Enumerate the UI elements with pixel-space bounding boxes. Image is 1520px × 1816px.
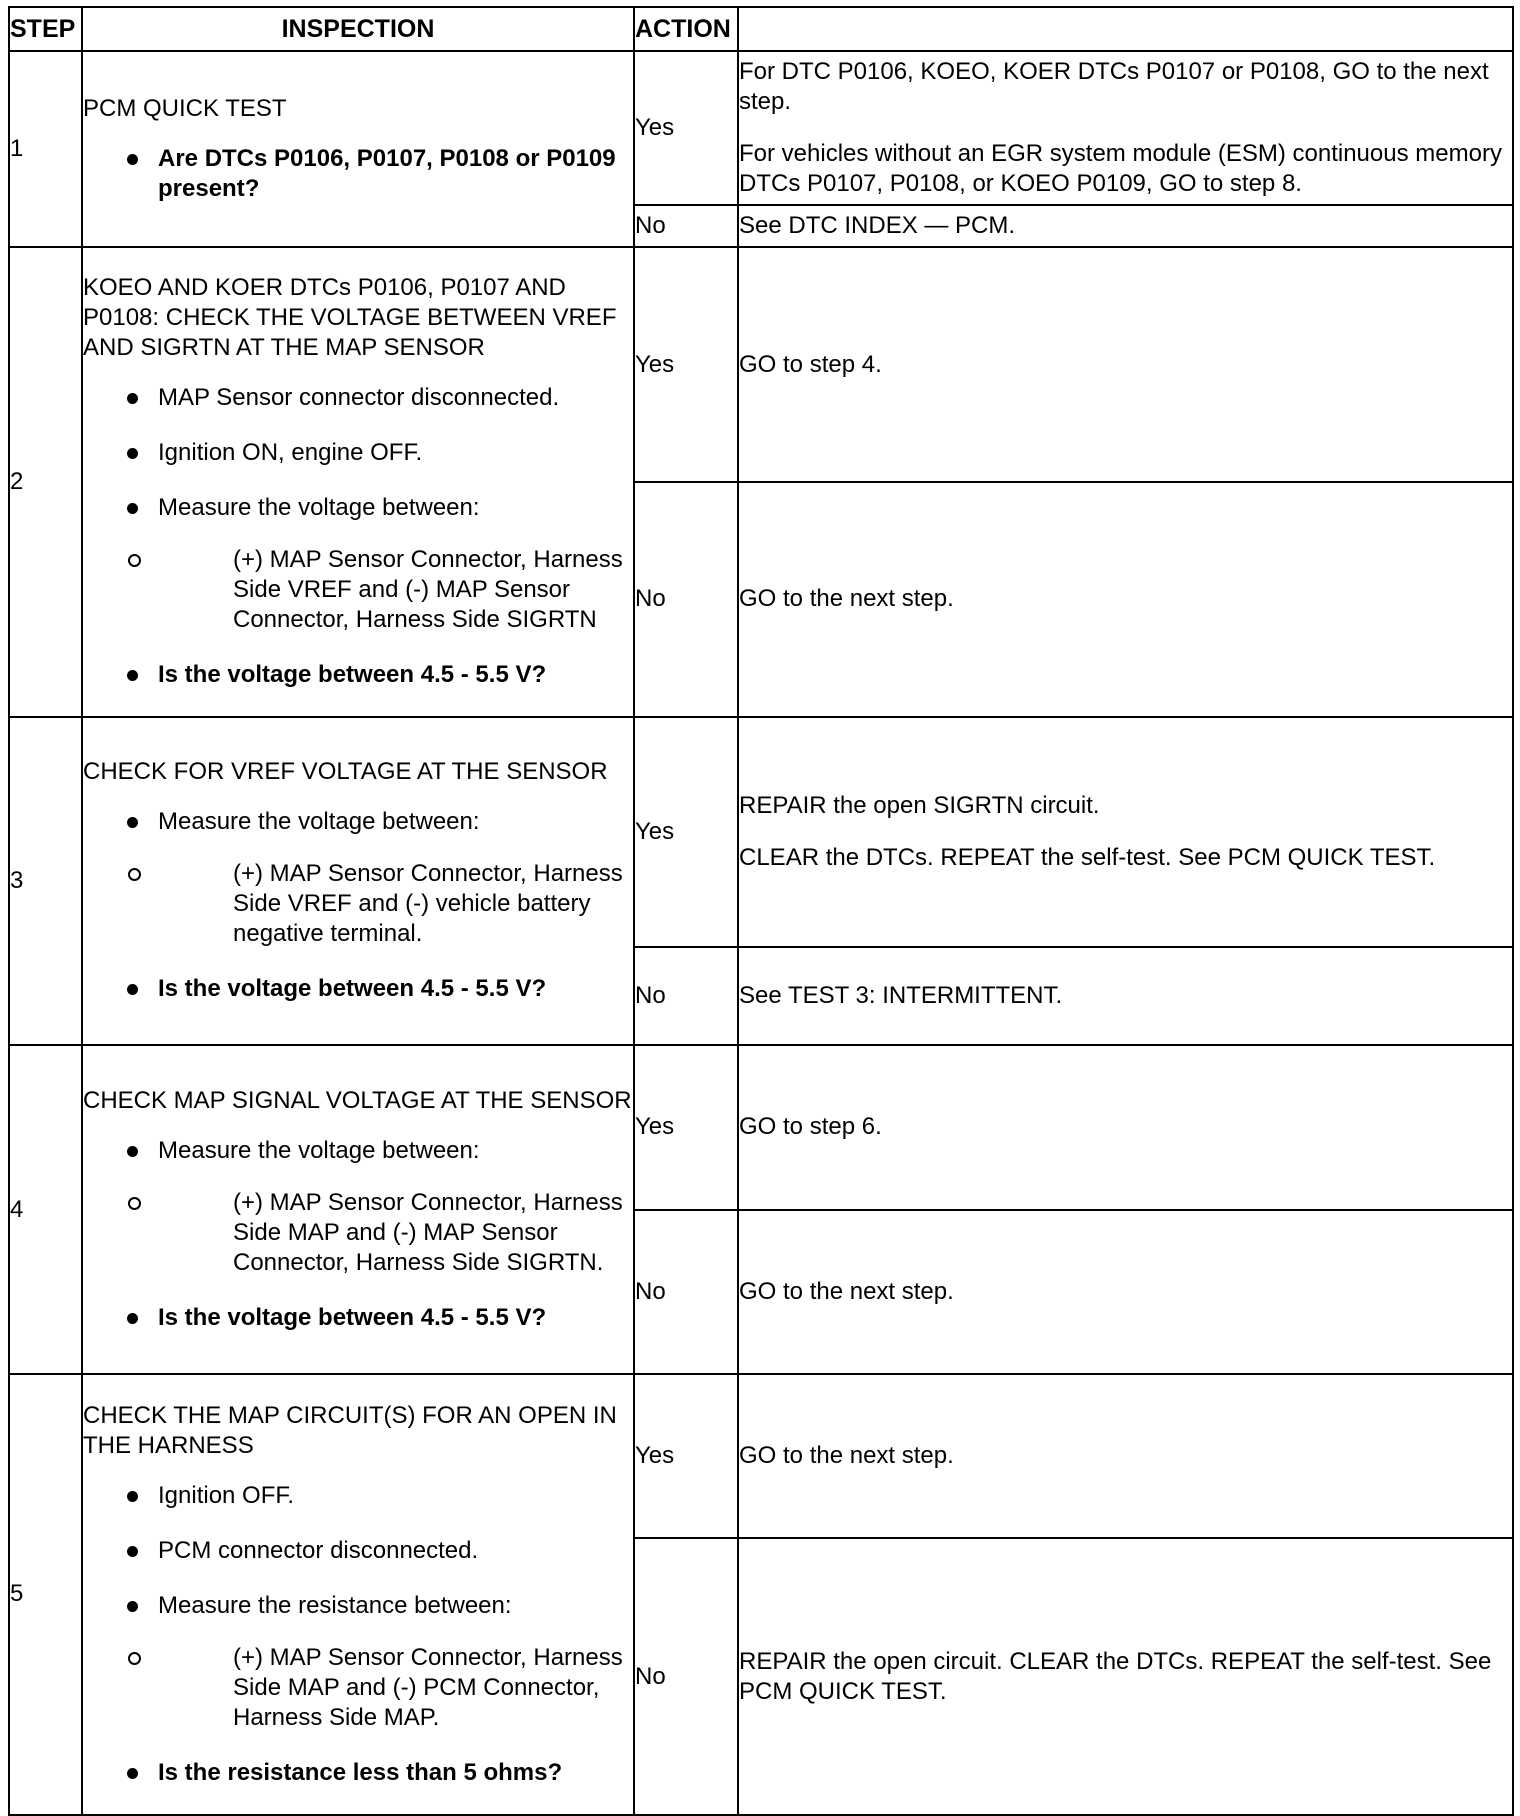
step-5-yes-row xyxy=(9,1374,1513,1538)
no-label: No xyxy=(634,482,738,717)
sub-bullet-text: (+) MAP Sensor Connector, Harness Side VREF and (-) vehicle battery negative terminal. xyxy=(233,860,623,948)
bullet-item: MAP Sensor connector disconnected. xyxy=(83,383,633,413)
sub-list xyxy=(83,859,633,949)
sub-bullet-item xyxy=(83,545,633,635)
step-3-inspection xyxy=(82,717,634,1046)
no-action: See DTC INDEX — PCM. xyxy=(738,205,1513,247)
no-label: No xyxy=(634,1538,738,1815)
bullet-item xyxy=(83,493,633,635)
step-1-inspection xyxy=(82,51,634,247)
bullet-list xyxy=(83,144,633,204)
step-title: CHECK MAP SIGNAL VOLTAGE AT THE SENSOR xyxy=(83,1087,632,1115)
step-4-yes-row xyxy=(9,1045,1513,1209)
yes-label: Yes xyxy=(634,717,738,948)
header-action: ACTION xyxy=(634,7,738,51)
header-row xyxy=(9,7,1513,51)
no-action: GO to the next step. xyxy=(738,482,1513,717)
question: Is the voltage between 4.5 - 5.5 V? xyxy=(83,660,633,690)
bullet-item xyxy=(83,1136,633,1278)
step-4-inspection xyxy=(82,1045,634,1374)
sub-bullet-item xyxy=(83,1643,633,1733)
sub-bullet-text: (+) MAP Sensor Connector, Harness Side MAP and (-) MAP Sensor Connector, Harness Side SIGRTN. xyxy=(233,1189,623,1277)
bullet-item: PCM connector disconnected. xyxy=(83,1536,633,1566)
yes-action: GO to the next step. xyxy=(738,1374,1513,1538)
header-result xyxy=(738,7,1513,51)
sub-bullet-text: (+) MAP Sensor Connector, Harness Side VREF and (-) MAP Sensor Connector, Harness Side SIGRTN xyxy=(233,546,623,634)
action-text: For vehicles without an EGR system module (ESM) continuous memory DTCs P0107, P0108, or KOEO P0109, GO to step 8. xyxy=(739,140,1502,198)
step-title: CHECK THE MAP CIRCUIT(S) FOR AN OPEN IN THE HARNESS xyxy=(83,1401,617,1459)
bullet-item xyxy=(83,807,633,949)
step-number: 2 xyxy=(9,247,82,716)
sub-bullet-item xyxy=(83,1188,633,1278)
step-title: PCM QUICK TEST xyxy=(83,95,287,123)
yes-action: GO to step 6. xyxy=(738,1045,1513,1209)
question: Is the voltage between 4.5 - 5.5 V? xyxy=(83,974,633,1004)
no-action: REPAIR the open circuit. CLEAR the DTCs. REPEAT the self-test. See PCM QUICK TEST. xyxy=(738,1538,1513,1815)
bullet-text: Measure the resistance between: xyxy=(158,1591,512,1619)
diagnostic-table xyxy=(8,6,1514,1816)
bullet-item: Ignition OFF. xyxy=(83,1481,633,1511)
sub-list xyxy=(83,1188,633,1278)
step-number: 1 xyxy=(9,51,82,247)
bullet-item: Ignition ON, engine OFF. xyxy=(83,438,633,468)
no-label: No xyxy=(634,1210,738,1374)
bullet-text: Measure the voltage between: xyxy=(158,494,480,522)
bullet-list xyxy=(83,1481,633,1788)
yes-label: Yes xyxy=(634,1045,738,1209)
header-step: STEP xyxy=(9,7,82,51)
no-label: No xyxy=(634,947,738,1045)
step-2-inspection xyxy=(82,247,634,716)
action-text: CLEAR the DTCs. REPEAT the self-test. See PCM QUICK TEST. xyxy=(739,843,1436,871)
no-action: GO to the next step. xyxy=(738,1210,1513,1374)
bullet-text: Measure the voltage between: xyxy=(158,808,480,836)
step-number: 3 xyxy=(9,717,82,1046)
question: Is the voltage between 4.5 - 5.5 V? xyxy=(83,1303,633,1333)
question: Is the resistance less than 5 ohms? xyxy=(83,1758,633,1788)
step-number: 4 xyxy=(9,1045,82,1374)
step-2-yes-row xyxy=(9,247,1513,482)
yes-label: Yes xyxy=(634,51,738,205)
yes-action xyxy=(738,51,1513,205)
no-label: No xyxy=(634,205,738,247)
sub-bullet-text: (+) MAP Sensor Connector, Harness Side MAP and (-) PCM Connector, Harness Side MAP. xyxy=(233,1643,623,1731)
step-3-yes-row xyxy=(9,717,1513,948)
bullet-list xyxy=(83,1136,633,1333)
step-5-inspection xyxy=(82,1374,634,1815)
step-title: KOEO AND KOER DTCs P0106, P0107 AND P0108: CHECK THE VOLTAGE BETWEEN VREF AND SIGRTN AT THE MAP SENSOR xyxy=(83,274,617,362)
yes-label: Yes xyxy=(634,1374,738,1538)
sub-bullet-item xyxy=(83,859,633,949)
bullet-list xyxy=(83,807,633,1004)
bullet-text: Measure the voltage between: xyxy=(158,1137,480,1165)
question: Are DTCs P0106, P0107, P0108 or P0109 present? xyxy=(83,144,633,204)
header-inspection: INSPECTION xyxy=(82,7,634,51)
bullet-list xyxy=(83,383,633,690)
action-text: For DTC P0106, KOEO, KOER DTCs P0107 or P0108, GO to the next step. xyxy=(739,58,1489,116)
step-title: CHECK FOR VREF VOLTAGE AT THE SENSOR xyxy=(83,758,608,786)
sub-list xyxy=(83,545,633,635)
sub-list xyxy=(83,1643,633,1733)
step-number: 5 xyxy=(9,1374,82,1815)
yes-action xyxy=(738,717,1513,948)
yes-label: Yes xyxy=(634,247,738,482)
no-action: See TEST 3: INTERMITTENT. xyxy=(738,947,1513,1045)
yes-action: GO to step 4. xyxy=(738,247,1513,482)
action-text: REPAIR the open SIGRTN circuit. xyxy=(739,791,1100,819)
step-1-yes-row xyxy=(9,51,1513,205)
bullet-item xyxy=(83,1591,633,1733)
